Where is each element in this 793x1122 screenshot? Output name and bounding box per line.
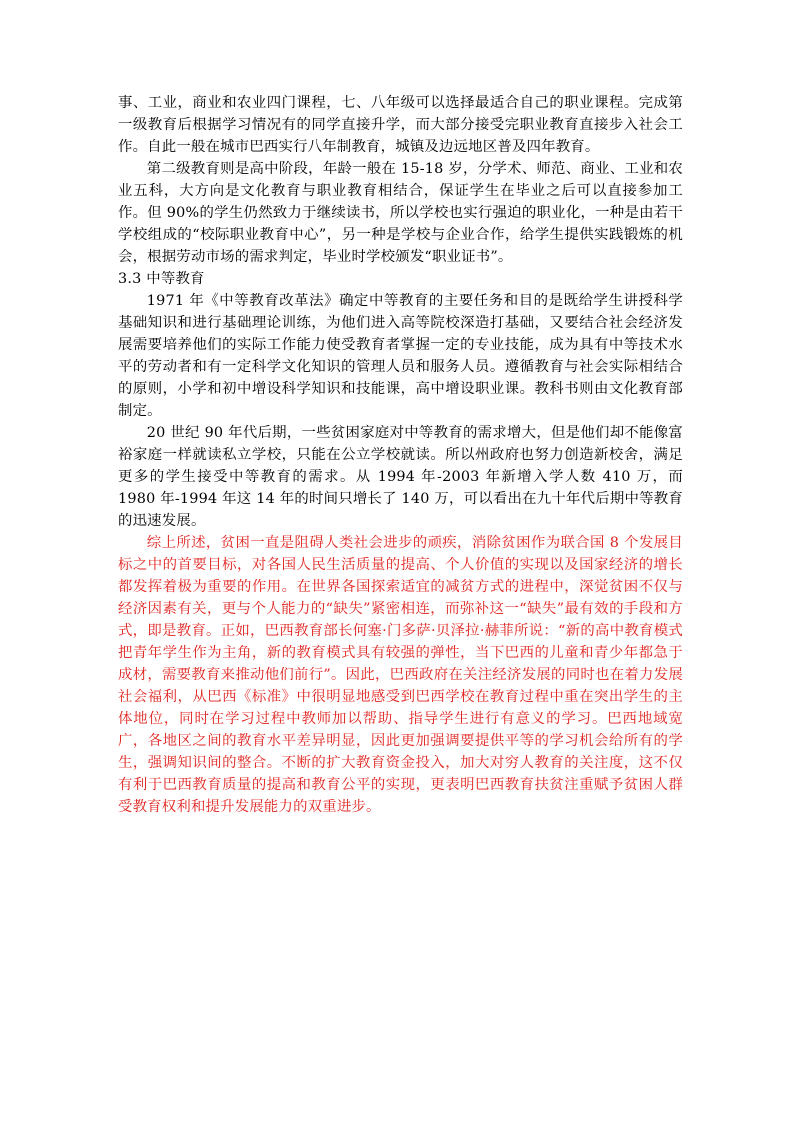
paragraph-second-level-education: 第二级教育则是高中阶段，年龄一般在 15-18 岁，分学术、师范、商业、工业和农业五科，大方向是文化教育与职业教育相结合，保证学生在毕业之后可以直接参加工作。但 90%的学生仍然致力于继续读书，所以学校也实行强迫的职业化，一种是由若干学校组成的“校际职业教育中心”，另一种是学校与企业合作，给学生提供实践锻炼的机会，根据劳动市场的需求判定，毕业时学校颁发“职业证书”。 (118, 161, 683, 265)
section-heading-secondary-education: 3.3 中等教育 (118, 271, 205, 287)
paragraph-conclusion-highlighted: 综上所述，贫困一直是阻碍人类社会进步的顽疾，消除贫困作为联合国 8 个发展目标之中的首要目标，对各国人民生活质量的提高、个人价值的实现以及国家经济的增长都发挥着极为重要的作用。在世界各国探索适宜的减贫方式的进程中，深觉贫困不仅与经济因素有关，更与个人能力的“缺失”紧密相连，而弥补这一“缺失”最有效的手段和方式，即是教育。正如，巴西教育部长何塞·门多萨·贝泽拉·赫菲所说：“新的高中教育模式把青年学生作为主角，新的教育模式具有较强的弹性，当下巴西的儿童和青少年都急于成材，需要教育来推动他们前行”。因此，巴西政府在关注经济发展的同时也在着力发展社会福利，从巴西《标准》中很明显地感受到巴西学校在教育过程中重在突出学生的主体地位，同时在学习过程中教师加以帮助、指导学生进行有意义的学习。巴西地域宽广，各地区之间的教育水平差异明显，因此更加强调要提供平等的学习机会给所有的学生，强调知识间的整合。不断的扩大教育资金投入，加大对穷人教育的关注度，这不仅有利于巴西教育质量的提高和教育公平的实现，更表明巴西教育扶贫注重赋予贫困人群受教育权利和提升发展能力的双重进步。 (118, 535, 683, 815)
paragraph-curriculum-continuation: 事、工业，商业和农业四门课程，七、八年级可以选择最适合自己的职业课程。完成第一级教育后根据学习情况有的同学直接升学，而大部分接受完职业教育直接步入社会工作。自此一般在城市巴西实行八年制教育，城镇及边远地区普及四年教育。 (118, 95, 683, 155)
paragraph-1990s-demand: 20 世纪 90 年代后期，一些贫困家庭对中等教育的需求增大，但是他们却不能像富裕家庭一样就读私立学校，只能在公立学校就读。所以州政府也努力创造新校舍，满足更多的学生接受中等教育的需求。从 1994 年-2003 年新增入学人数 410 万，而 1980 年-1994 年这 14 年的时间只增长了 140 万，可以看出在九十年代后期中等教育的迅速发展。 (118, 425, 683, 529)
paragraph-secondary-reform-law: 1971 年《中等教育改革法》确定中等教育的主要任务和目的是既给学生讲授科学基础知识和进行基础理论训练，为他们进入高等院校深造打基础，又要结合社会经济发展需要培养他们的实际工作能力使受教育者掌握一定的专业技能，成为具有中等技术水平的劳动者和有一定科学文化知识的管理人员和服务人员。遵循教育与社会实际相结合的原则，小学和初中增设科学知识和技能课，高中增设职业课。教科书则由文化教育部制定。 (118, 293, 683, 419)
document-page (118, 92, 683, 818)
